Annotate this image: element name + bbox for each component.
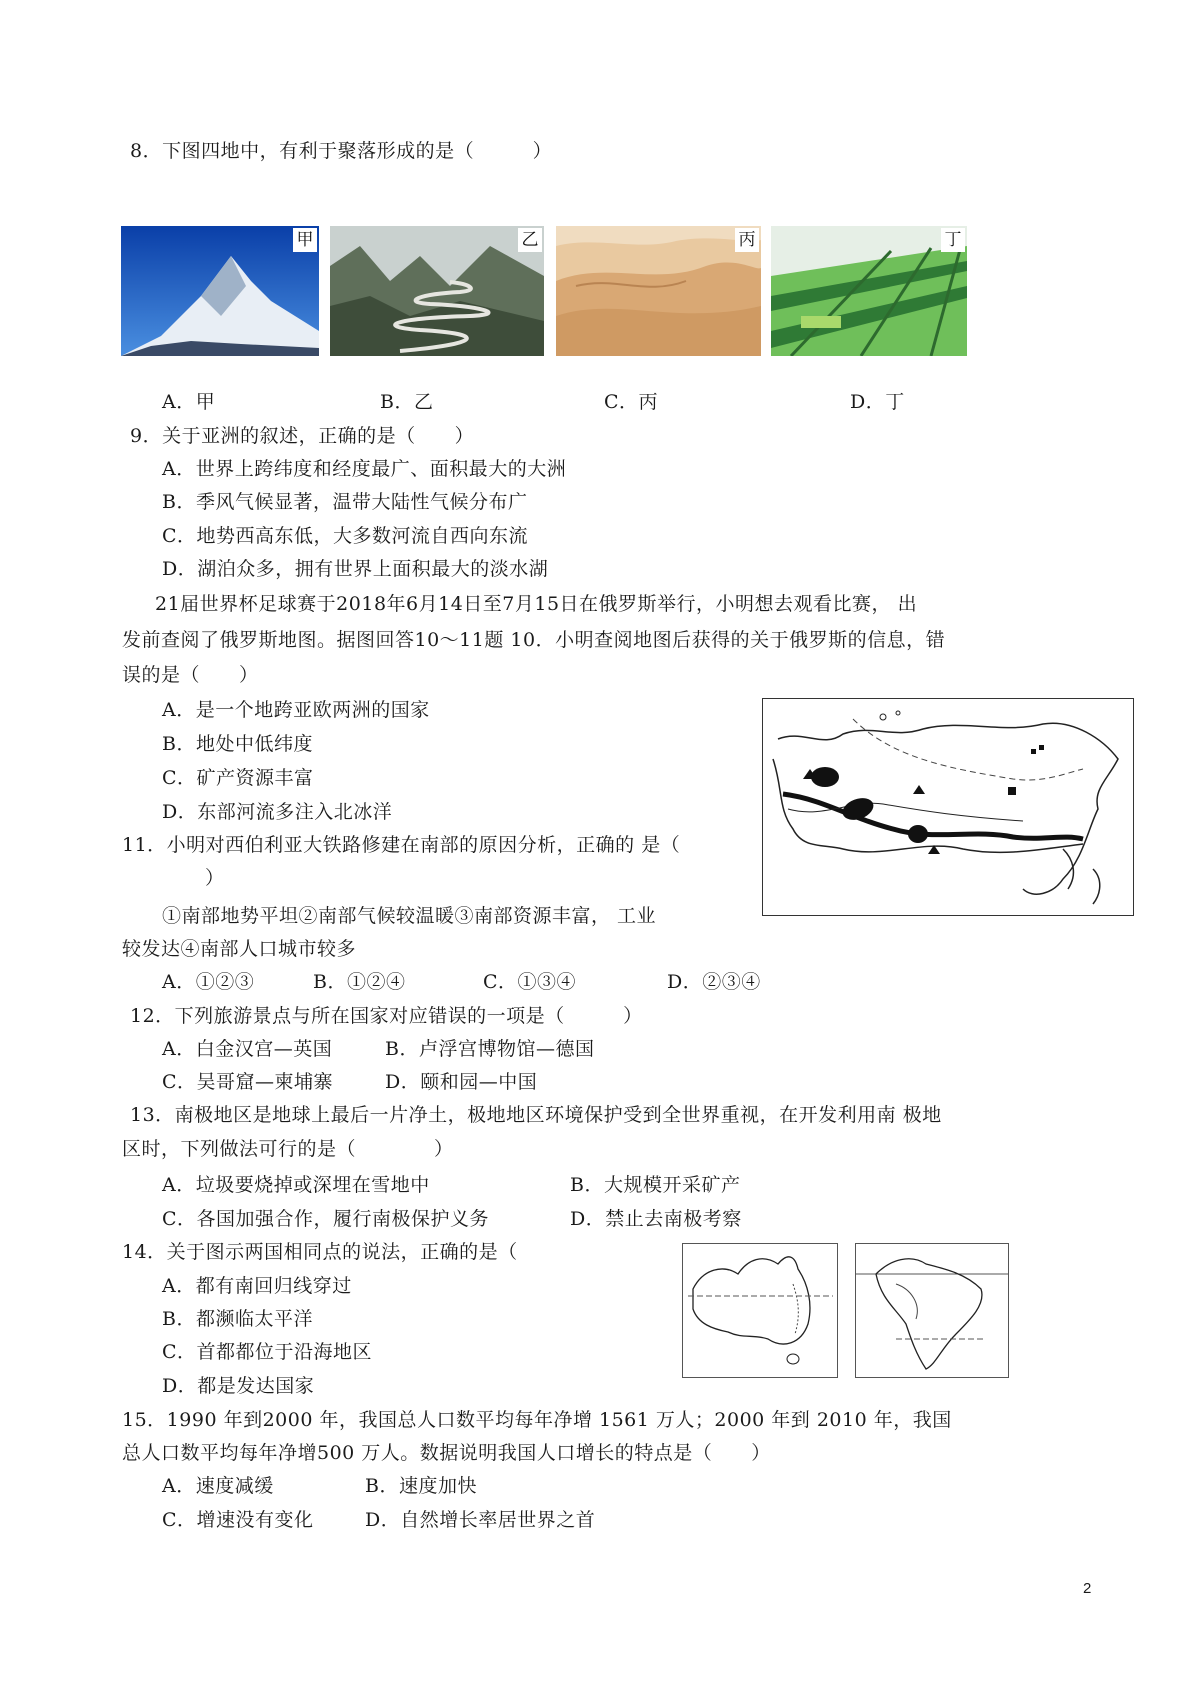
q15-stem-line1: 15．1990 年到2000 年，我国总人口数平均每年净增 1561 万人；2000 年到 2010 年，我国 — [122, 1409, 952, 1431]
q11-stem-line2: ） — [205, 867, 225, 889]
q11-reasons-line1: ①南部地势平坦②南部气候较温暖③南部资源丰富， 工业 — [162, 905, 657, 927]
q13-stem-line2: 区时，下列做法可行的是（ ） — [122, 1138, 454, 1160]
q12-stem: 12．下列旅游景点与所在国家对应错误的一项是（ ） — [130, 1005, 643, 1027]
photo-bing — [556, 226, 761, 356]
farmland-plain-icon — [771, 226, 967, 356]
q11-option-a: A．①②③ — [162, 971, 255, 993]
page-number: 2 — [1083, 1580, 1092, 1597]
winding-mountain-road-icon — [330, 226, 544, 356]
q8-option-c: C．丙 — [604, 391, 659, 413]
q10-option-d: D．东部河流多注入北冰洋 — [162, 801, 393, 823]
q15-option-a: A．速度减缓 — [162, 1475, 274, 1497]
q10-option-a: A．是一个地跨亚欧两洲的国家 — [162, 699, 430, 721]
q13-option-c: C．各国加强合作，履行南极保护义务 — [162, 1208, 490, 1230]
russia-map — [762, 698, 1134, 916]
q9-option-c: C．地势西高东低，大多数河流自西向东流 — [162, 525, 529, 547]
q11-option-b: B．①②④ — [313, 971, 406, 993]
q15-option-d: D．自然增长率居世界之首 — [365, 1509, 596, 1531]
q13-option-d: D．禁止去南极考察 — [570, 1208, 742, 1230]
q12-option-b: B．卢浮宫博物馆—德国 — [385, 1038, 595, 1060]
photo-ding — [771, 226, 967, 356]
intro10-line2: 发前查阅了俄罗斯地图。据图回答10～11题 10．小明查阅地图后获得的关于俄罗斯的信息，错 — [122, 629, 946, 651]
q12-option-d: D．颐和园—中国 — [385, 1071, 538, 1093]
q9-option-b: B．季风气候显著，温带大陆性气候分布广 — [162, 491, 528, 513]
photo-jia — [121, 226, 319, 356]
desert-dunes-icon — [556, 226, 761, 356]
q12-option-c: C．吴哥窟—柬埔寨 — [162, 1071, 334, 1093]
snow-mountain-icon — [121, 226, 319, 356]
photo-ding-label: 丁 — [941, 228, 965, 252]
photo-yi — [330, 226, 544, 356]
q14-stem: 14．关于图示两国相同点的说法，正确的是（ — [122, 1241, 518, 1263]
q11-stem-line1: 11．小明对西伯利亚大铁路修建在南部的原因分析，正确的 是（ — [122, 834, 681, 856]
q11-reasons-line2: 较发达④南部人口城市较多 — [122, 938, 357, 960]
photo-bing-label: 丙 — [735, 228, 759, 252]
q11-option-d: D．②③④ — [667, 971, 761, 993]
q10-option-b: B．地处中低纬度 — [162, 733, 313, 755]
q13-option-a: A．垃圾要烧掉或深埋在雪地中 — [162, 1174, 430, 1196]
q11-option-c: C．①③④ — [483, 971, 577, 993]
q10-option-c: C．矿产资源丰富 — [162, 767, 314, 789]
photo-jia-label: 甲 — [293, 228, 317, 252]
q15-option-b: B．速度加快 — [365, 1475, 477, 1497]
q8-option-d: D．丁 — [850, 391, 905, 413]
q13-option-b: B．大规模开采矿产 — [570, 1174, 741, 1196]
q8-option-a: A．甲 — [162, 391, 216, 413]
brazil-map — [855, 1243, 1009, 1378]
q14-option-d: D．都是发达国家 — [162, 1375, 315, 1397]
photo-yi-label: 乙 — [518, 228, 542, 252]
q14-option-c: C．首都都位于沿海地区 — [162, 1341, 373, 1363]
q9-option-d: D．湖泊众多，拥有世界上面积最大的淡水湖 — [162, 558, 549, 580]
q14-option-b: B．都濒临太平洋 — [162, 1308, 313, 1330]
australia-map — [682, 1243, 838, 1378]
q8-option-b: B．乙 — [380, 391, 434, 413]
q12-option-a: A．白金汉宫—英国 — [162, 1038, 333, 1060]
q14-option-a: A．都有南回归线穿过 — [162, 1275, 352, 1297]
q9-option-a: A．世界上跨纬度和经度最广、面积最大的大洲 — [162, 458, 567, 480]
q8-stem: 8．下图四地中，有利于聚落形成的是（ ） — [130, 140, 553, 162]
australia-outline-icon — [683, 1244, 837, 1377]
q15-option-c: C．增速没有变化 — [162, 1509, 314, 1531]
intro10-line3: 误的是（ ） — [122, 664, 259, 686]
q13-stem-line1: 13．南极地区是地球上最后一片净土，极地地区环境保护受到全世界重视，在开发利用南 极地 — [130, 1104, 942, 1126]
q9-stem: 9．关于亚洲的叙述，正确的是（ ） — [130, 425, 475, 447]
brazil-outline-icon — [856, 1244, 1008, 1377]
russia-map-icon — [763, 699, 1133, 915]
q15-stem-line2: 总人口数平均每年净增500 万人。数据说明我国人口增长的特点是（ ） — [122, 1442, 771, 1464]
intro10-line1: 21届世界杯足球赛于2018年6月14日至7月15日在俄罗斯举行，小明想去观看比赛， 出 — [155, 593, 918, 615]
